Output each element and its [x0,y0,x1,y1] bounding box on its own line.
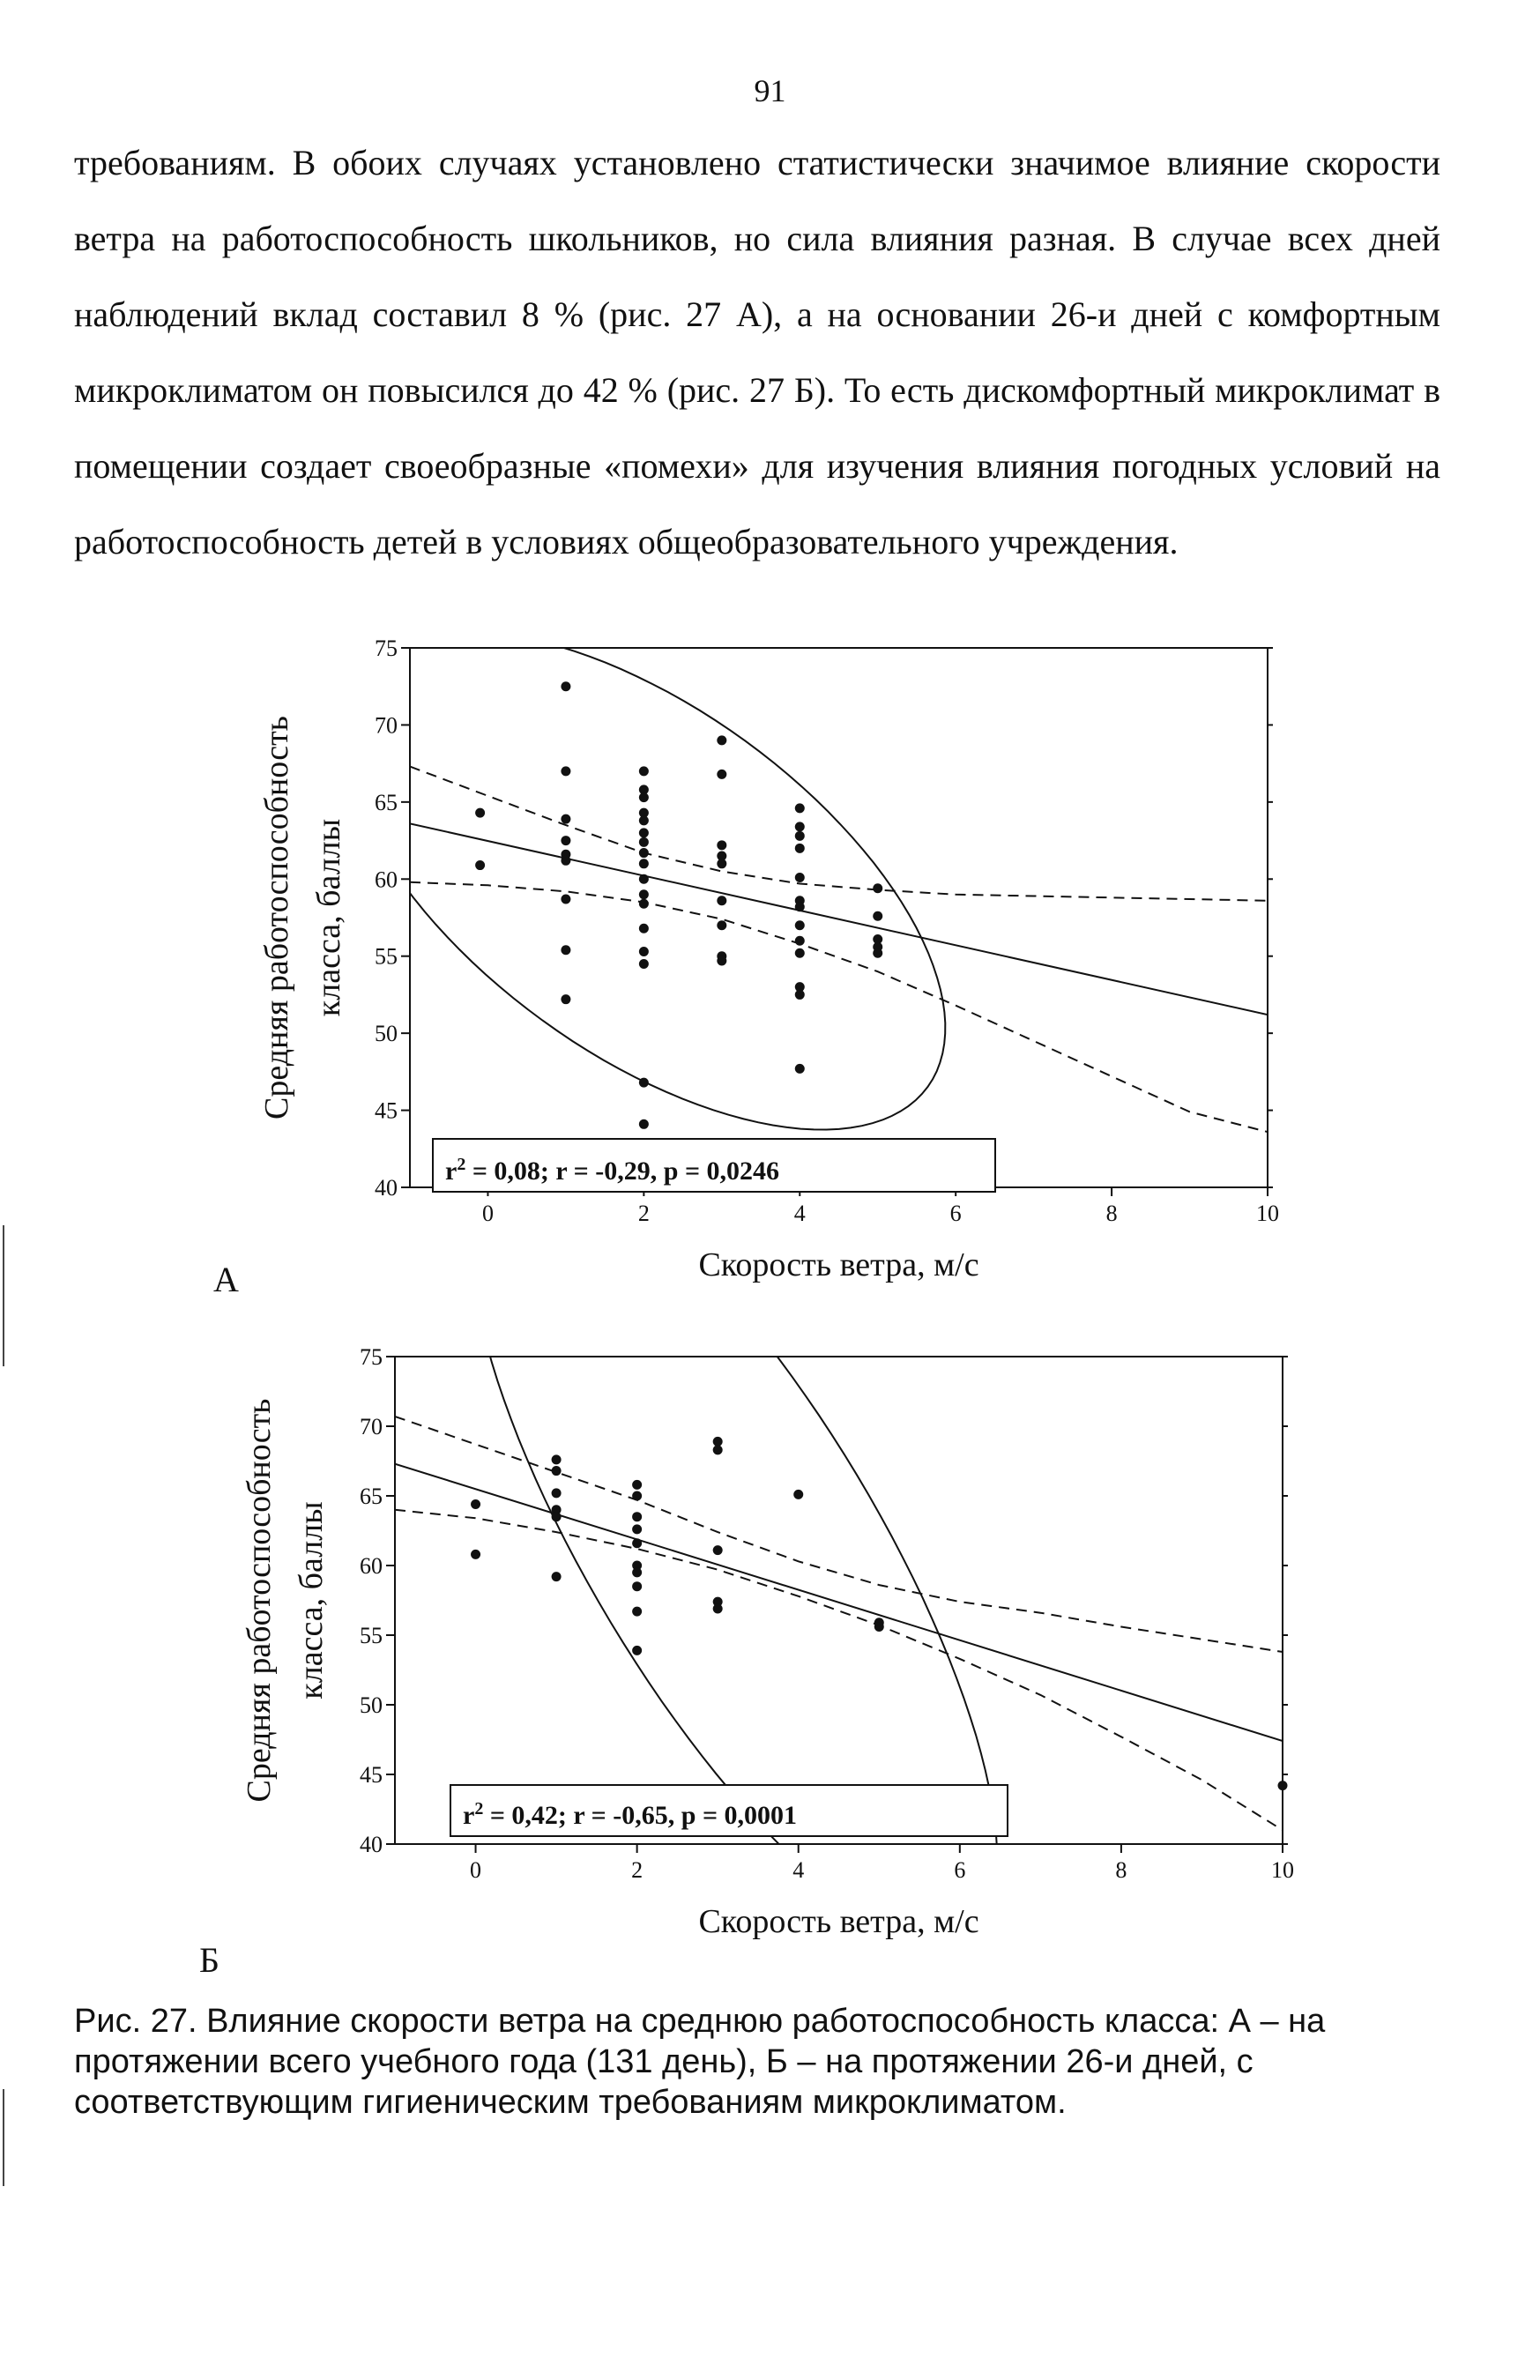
regression-line [410,823,1268,1015]
data-point [874,1622,884,1632]
data-point [795,873,805,882]
x-tick-label: 0 [481,1201,494,1226]
confidence-band-upper [410,767,1268,901]
data-point [795,831,805,841]
data-point [795,1064,805,1074]
data-point [795,920,805,930]
page-number: 91 [754,73,786,108]
data-point [561,856,570,866]
x-tick-label: 2 [631,1857,644,1883]
data-point [552,1454,562,1464]
y-tick-label: 50 [360,1692,383,1718]
data-point [713,1445,723,1454]
data-point [639,874,649,884]
data-point [639,828,649,837]
x-tick-label: 6 [954,1857,966,1883]
y-tick-label: 65 [360,1484,383,1509]
data-point [639,889,649,899]
panel-label-a: А [213,1260,239,1299]
data-point [632,1567,642,1577]
data-point [639,792,649,802]
data-point [632,1512,642,1521]
stats-text [445,1155,779,1186]
y-tick-label: 75 [360,1344,383,1370]
data-point [561,766,570,776]
data-point [795,936,805,946]
x-tick-label: 8 [1105,1201,1118,1226]
y-tick-label: 45 [360,1762,383,1788]
y-tick-label: 45 [375,1097,398,1124]
stats-r-symbol: r [445,1157,458,1186]
data-point [713,1437,723,1447]
data-point [552,1512,562,1521]
data-point [471,1550,480,1559]
data-point [561,895,570,904]
y-axis-label-line2: класса, баллы [310,818,347,1017]
data-point [552,1488,562,1498]
figure-27-panel-a [0,617,1540,1322]
data-point [639,766,649,776]
data-point [639,924,649,933]
data-point [1278,1781,1288,1790]
data-point [717,840,726,850]
data-point [873,948,882,958]
data-point [713,1545,723,1555]
y-axis-label-line1: Средняя работоспособность [258,715,295,1120]
stats-superscript: 2 [457,1155,466,1174]
x-tick-label: 4 [792,1857,805,1883]
data-point [561,994,570,1004]
data-point [561,945,570,955]
stats-text [463,1799,797,1830]
confidence-ellipse [471,1322,997,1943]
data-point [717,859,726,868]
data-point [639,1119,649,1129]
data-point [639,959,649,969]
plot-frame [410,648,1268,1187]
data-point [632,1607,642,1617]
panel-label-b: Б [199,1940,219,1980]
data-point [717,920,726,930]
data-point [475,808,485,818]
y-tick-label: 65 [375,789,398,815]
x-tick-label: 0 [470,1857,482,1883]
stats-values: = 0,08; r = -0,29, p = 0,0246 [465,1157,780,1186]
stats-superscript: 2 [474,1799,484,1818]
data-point [632,1646,642,1655]
data-point [717,770,726,779]
paragraph-text: требованиям. В обоих случаях установлено статистически значимое влияние скорости ветра на работоспособность школьников, но сила влияния разная. В случае всех дней наблюдений вклад составил 8 % (рис. 27 А), а на основании 26-и дней с комфортным микроклиматом он повысился до 42 % (рис. 27 Б). То есть дискомфортный микроклимат в помещении создает своеобразные «помехи» для изучения влияния погодных условий на работоспособность детей в условиях общеобразовательного учреждения. [74,143,1440,562]
data-point [561,836,570,845]
data-point [639,947,649,956]
plot-area [343,632,1268,1133]
data-point [639,1078,649,1088]
left-margin-scan-line [3,2089,4,2186]
data-point [471,1499,480,1509]
data-point [561,814,570,824]
data-point [639,859,649,868]
data-point [632,1491,642,1501]
data-point [639,815,649,825]
y-tick-label: 60 [375,866,398,893]
x-tick-label: 2 [637,1201,650,1226]
x-tick-label: 8 [1115,1857,1127,1883]
data-point [639,837,649,847]
data-point [639,899,649,909]
data-point [717,896,726,905]
y-tick-label: 55 [360,1623,383,1648]
x-tick-label: 6 [949,1201,962,1226]
data-point [717,735,726,745]
stats-values: = 0,42; r = -0,65, p = 0,0001 [483,1801,798,1830]
data-point [795,822,805,831]
y-tick-label: 70 [375,712,398,739]
scatter-chart-a [0,617,1540,1322]
data-point [873,883,882,893]
y-tick-label: 60 [360,1553,383,1579]
data-point [795,902,805,911]
y-axis-label-line2: класса, баллы [293,1501,330,1699]
data-point [873,911,882,921]
data-point [713,1603,723,1613]
y-tick-label: 75 [375,636,398,661]
confidence-band-lower [395,1510,1283,1830]
regression-line [395,1464,1283,1741]
data-point [795,844,805,853]
data-point [632,1538,642,1548]
body-paragraph [74,125,1440,580]
data-point [632,1581,642,1591]
data-point [475,860,485,870]
data-point [552,1466,562,1476]
data-point [795,948,805,958]
x-tick-label: 4 [793,1201,806,1226]
data-point [632,1524,642,1534]
y-tick-label: 55 [375,943,398,970]
x-axis-label: Скорость ветра, м/с [698,1246,979,1283]
y-axis-label-line1: Средняя работоспособность [241,1398,278,1803]
data-point [793,1490,803,1499]
plot-area [395,1322,1283,1943]
x-tick-label: 10 [1271,1857,1294,1883]
stats-r-symbol: r [463,1801,475,1830]
data-point [561,681,570,691]
data-point [795,803,805,813]
y-tick-label: 40 [360,1832,383,1857]
y-tick-label: 70 [360,1414,383,1439]
data-point [632,1480,642,1490]
x-tick-label: 10 [1256,1201,1279,1226]
figure-27-panel-b [0,1322,1540,2001]
figure-caption [74,2001,1449,2123]
confidence-band-upper [395,1417,1283,1652]
x-axis-label: Скорость ветра, м/с [698,1903,979,1940]
caption-text: Рис. 27. Влияние скорости ветра на среднюю работоспособность класса: А – на протяжении всего учебного года (131 день), Б – на протяжении 26-и дней, с соответствующим гигиеническим требованиям микроклиматом. [74,2003,1326,2121]
y-tick-label: 50 [375,1021,398,1047]
y-tick-label: 40 [375,1175,398,1201]
data-point [795,990,805,1000]
data-point [639,848,649,858]
plot-frame [395,1357,1283,1844]
data-point [717,956,726,965]
scatter-chart-b [0,1322,1540,2001]
data-point [552,1572,562,1581]
